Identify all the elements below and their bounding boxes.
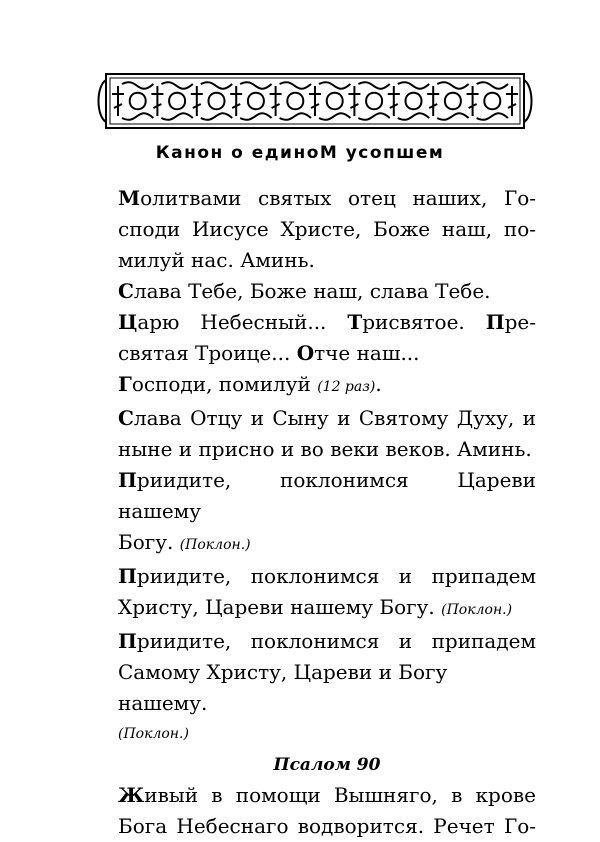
ornament-knot [319, 82, 350, 120]
ornament-cross [427, 86, 439, 116]
paragraph-4: Господи, помилуй (12 раз). [118, 372, 382, 396]
ornament-interlace [112, 82, 518, 120]
paragraph-5: Слава Отцу и Сыну и Святому Духу, и ныне и присно и во веки веков. Аминь. [118, 406, 536, 461]
ornament-knot [358, 82, 389, 120]
ornament-knot [161, 82, 192, 120]
ornament-cross [309, 86, 321, 116]
ornament-knot [122, 82, 153, 120]
ornament-knot [477, 82, 508, 120]
paragraph-7: Приидите, поклонимся и припадем Христу, Цареви нашему Богу. (Поклон.) [118, 564, 536, 619]
ornament-cross [270, 86, 282, 116]
paragraph-6: Приидите, поклонимся Цареви нашему Богу. (Поклон.) [118, 468, 536, 554]
prayer-text [118, 183, 536, 842]
ornament-cross [230, 86, 242, 116]
ornament-knot [398, 82, 429, 120]
ornament-knot [280, 82, 311, 120]
paragraph-8: Приидите, поклонимся и припадем Самому Христу, Цареви и Богу нашему. (Поклон.) [118, 629, 536, 742]
paragraph-2: Слава Тебе, Боже наш, слава Тебе. [118, 279, 491, 303]
ornament-cross [151, 86, 163, 116]
paragraph-1: Молитвами святых отец наших, Го- споди Иисусе Христе, Боже наш, по- милуй нас. Аминь. [118, 186, 536, 272]
paragraph-3: Царю Небесный... Трисвятое. Пре- святая Троице... Отче наш... [118, 310, 536, 365]
ornament-cross [388, 86, 400, 116]
ornament-cross [191, 86, 203, 116]
ornament-cross [348, 86, 360, 116]
ornament-knot [437, 82, 468, 120]
paragraph-9: Живый в помощи Вышняго, в крове Бога Небеснаго водворится. Речет Го- [118, 783, 536, 838]
canon-heading: Канон о единоМ усопшем [155, 143, 445, 163]
ornament-cross [467, 86, 479, 116]
drop-letter: М [118, 186, 141, 210]
ornamental-header-band [96, 72, 534, 130]
psalm-title: Псалом 90 [273, 755, 381, 775]
ornament-knot [240, 82, 271, 120]
ornament-knot [201, 82, 232, 120]
ornament-cross [506, 86, 518, 116]
ornament-cross [112, 86, 124, 116]
